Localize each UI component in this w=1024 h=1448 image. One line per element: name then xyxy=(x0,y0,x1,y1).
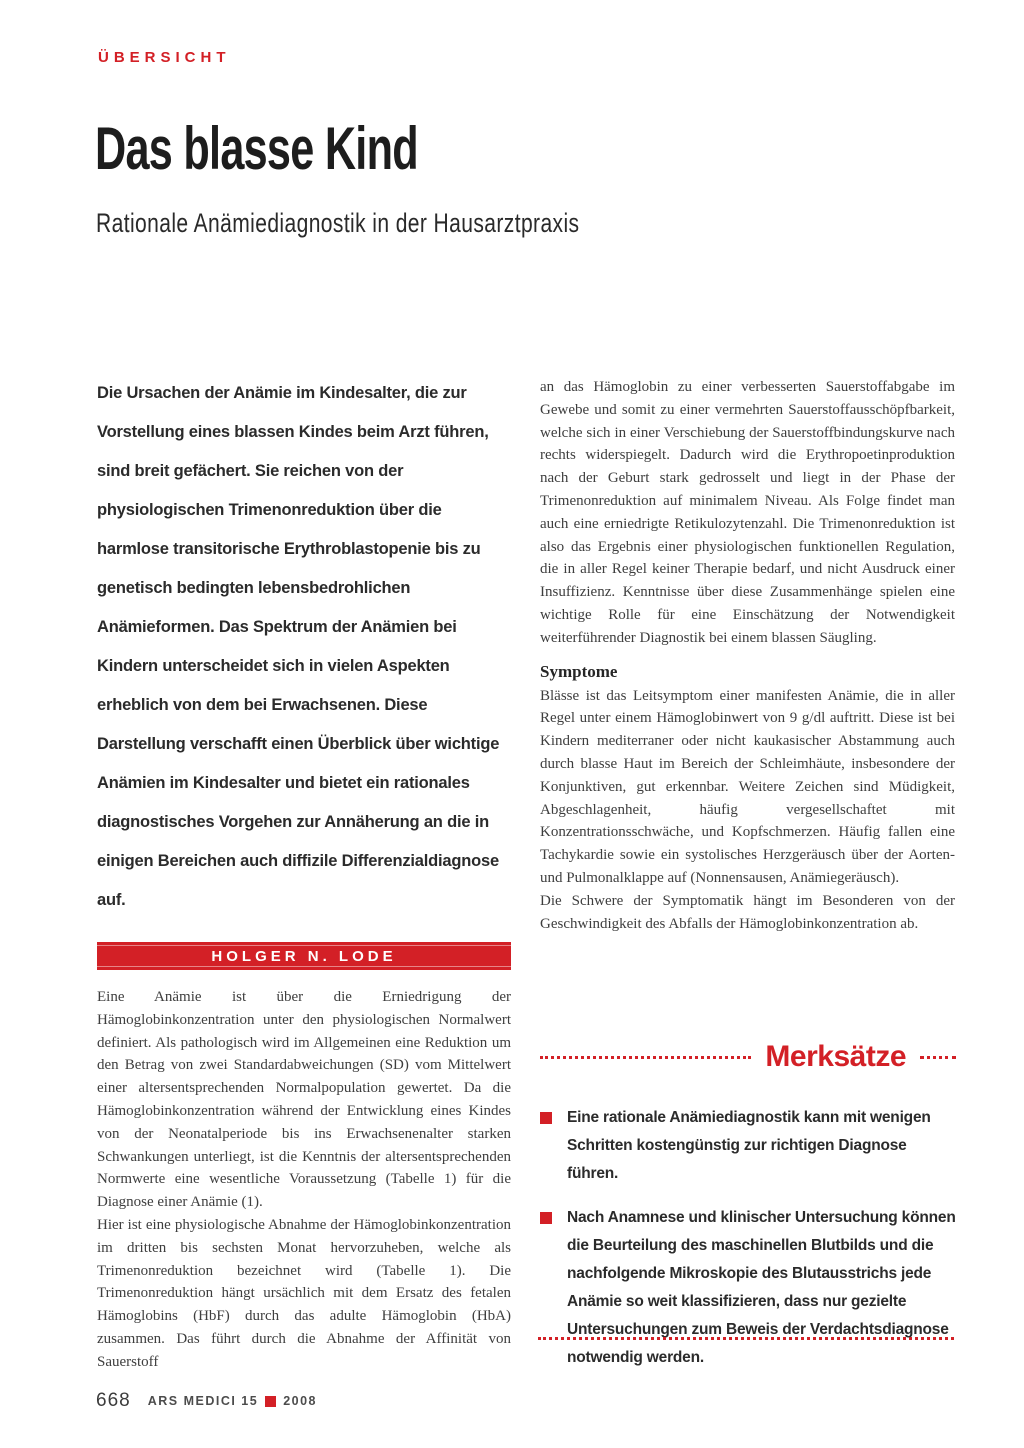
page-title: Das blasse Kind xyxy=(95,115,418,182)
merksaetze-title: Merksätze xyxy=(765,1040,906,1073)
dotted-rule-bottom xyxy=(538,1337,954,1340)
body-paragraph: Blässe ist das Leitsymptom einer manifesten Anämie, die in aller Regel unter einem Hämoglobinwert von 9 g/dl auftritt. Diese ist bei Kindern mediterraner oder nicht kaukasischer Abstammung auch durch blasse Haut im Bereich der Schleimhäute, insbesondere der Konjunktiven, gut erkennbar. Weitere Zeichen sind Müdigkeit, Abgeschlagenheit, häufig vergesellschaftet mit Konzentrationsschwäche, und Kopfschmerzen. Häufig fallen eine Tachykardie sowie ein systolisches Herzgeräusch über der Aorten- und Pulmonalklappe auf (Nonnensausen, Anämiegeräusch). xyxy=(540,687,955,886)
page-footer xyxy=(96,1390,317,1412)
dotted-rule-right xyxy=(920,1056,956,1059)
author-banner xyxy=(97,942,511,970)
merksaetze-item-text: Eine rationale Anämiediagnostik kann mit wenigen Schritten kostengünstig zur richtigen Diagnose führen. xyxy=(567,1109,931,1182)
lead-paragraph: Die Ursachen der Anämie im Kindesalter, die zur Vorstellung eines blassen Kindes beim Arzt führen, sind breit gefächert. Sie reichen von der physiologischen Trimenonreduktion über die harmlose transitorische Erythroblastopenie bis zu genetisch bedingten lebensbedrohlichen Anämieformen. Das Spektrum der Anämien bei Kindern unterscheidet sich in vielen Aspekten erheblich von dem bei Erwachsenen. Diese Darstellung verschafft einen Überblick über wichtige Anämien im Kindesalter und bietet ein rationales diagnostisches Vorgehen zur Annäherung an die in einigen Bereichen auch diffizile Differenzialdiagnose auf. xyxy=(97,384,500,909)
page-subtitle: Rationale Anämiediagnostik in der Hausarztpraxis xyxy=(96,208,580,238)
dotted-rule-left xyxy=(540,1056,751,1059)
body-paragraph: an das Hämoglobin zu einer verbesserten Sauerstoffabgabe im Gewebe und somit zu einer vermehrten Sauerstoffausschöpfbarkeit, welche sich in einer Verschiebung der Sauerstoffbindungskurve nach rechts widerspiegelt. Dadurch wird die Erythropoetinproduktion nach der Geburt stark gedrosselt und liegt in der Phase der Trimenonreduktion auf minimalem Niveau. Als Folge findet man auch eine erniedrigte Retikulozytenzahl. Die Trimenonreduktion ist also das Ergebnis einer physiologischen funktionellen Regulation, die in aller Regel keiner Therapie bedarf, und nicht Ausdruck einer Insuffizienz. Kenntnisse über diese Zusammenhänge spielen eine wichtige Rolle für eine Einschätzung der Notwendigkeit weiterführender Diagnostik bei einem blassen Säugling. xyxy=(540,379,955,646)
section-kicker: ÜBERSICHT xyxy=(98,49,231,66)
journal-name: ARS MEDICI 15 xyxy=(147,1394,259,1408)
left-column-body xyxy=(97,986,511,1374)
page-number: 668 xyxy=(96,1390,131,1411)
right-column-body xyxy=(540,376,955,935)
merksaetze-box xyxy=(540,1040,956,1388)
author-name: HOLGER N. LODE xyxy=(211,947,397,965)
body-paragraph: Eine Anämie ist über die Erniedrigung der Hämoglobinkonzentration unter den physiologischen Normalwert definiert. Als pathologisch wird im Allgemeinen eine Reduktion um den Betrag von zwei Standardabweichungen (SD) vom Mittelwert einer altersentsprechenden Normalpopulation gewertet. Da die Hämoglobinkonzentration während der Entwicklung eines Kindes von der Neonatalperiode bis ins Erwachsenenalter starken Schwankungen unterliegt, ist die Kenntnis der altersentsprechenden Normwerte eine wesentliche Voraussetzung (Tabelle 1) für die Diagnose einer Anämie (1). xyxy=(97,989,511,1211)
merksaetze-header xyxy=(540,1040,956,1074)
merksaetze-item xyxy=(540,1104,956,1188)
merksaetze-item-text: Nach Anamnese und klinischer Untersuchung können die Beurteilung des maschinellen Blutbilds und die nachfolgende Mikroskopie des Blutausstrichs jede Anämie so weit klassifizieren, dass nur gezielte Untersuchungen zum Beweis der Verdachtsdiagnose notwendig werden. xyxy=(567,1209,956,1366)
bullet-square-icon xyxy=(540,1212,552,1224)
journal-line xyxy=(148,1394,317,1408)
body-paragraph: Hier ist eine physiologische Abnahme der Hämoglobinkonzentration im dritten bis sechsten Monat hervorzuheben, welche als Trimenonreduktion bezeichnet wird (Tabelle 1). Die Trimenonreduktion hängt ursächlich mit dem Ersatz des fetalen Hämoglobins (HbF) durch das adulte Hämoglobin (HbA) zusammen. Das führt durch die Abnahme der Affinität von Sauerstoff xyxy=(97,1216,511,1370)
merksaetze-list xyxy=(540,1104,956,1372)
footer-square-icon xyxy=(265,1396,276,1407)
symptome-heading: Symptome xyxy=(540,661,618,681)
journal-year: 2008 xyxy=(283,1394,318,1408)
body-paragraph: Die Schwere der Symptomatik hängt im Besonderen von der Geschwindigkeit des Abfalls der Hämoglobinkonzentration ab. xyxy=(540,892,955,932)
merksaetze-item xyxy=(540,1204,956,1372)
bullet-square-icon xyxy=(540,1112,552,1124)
